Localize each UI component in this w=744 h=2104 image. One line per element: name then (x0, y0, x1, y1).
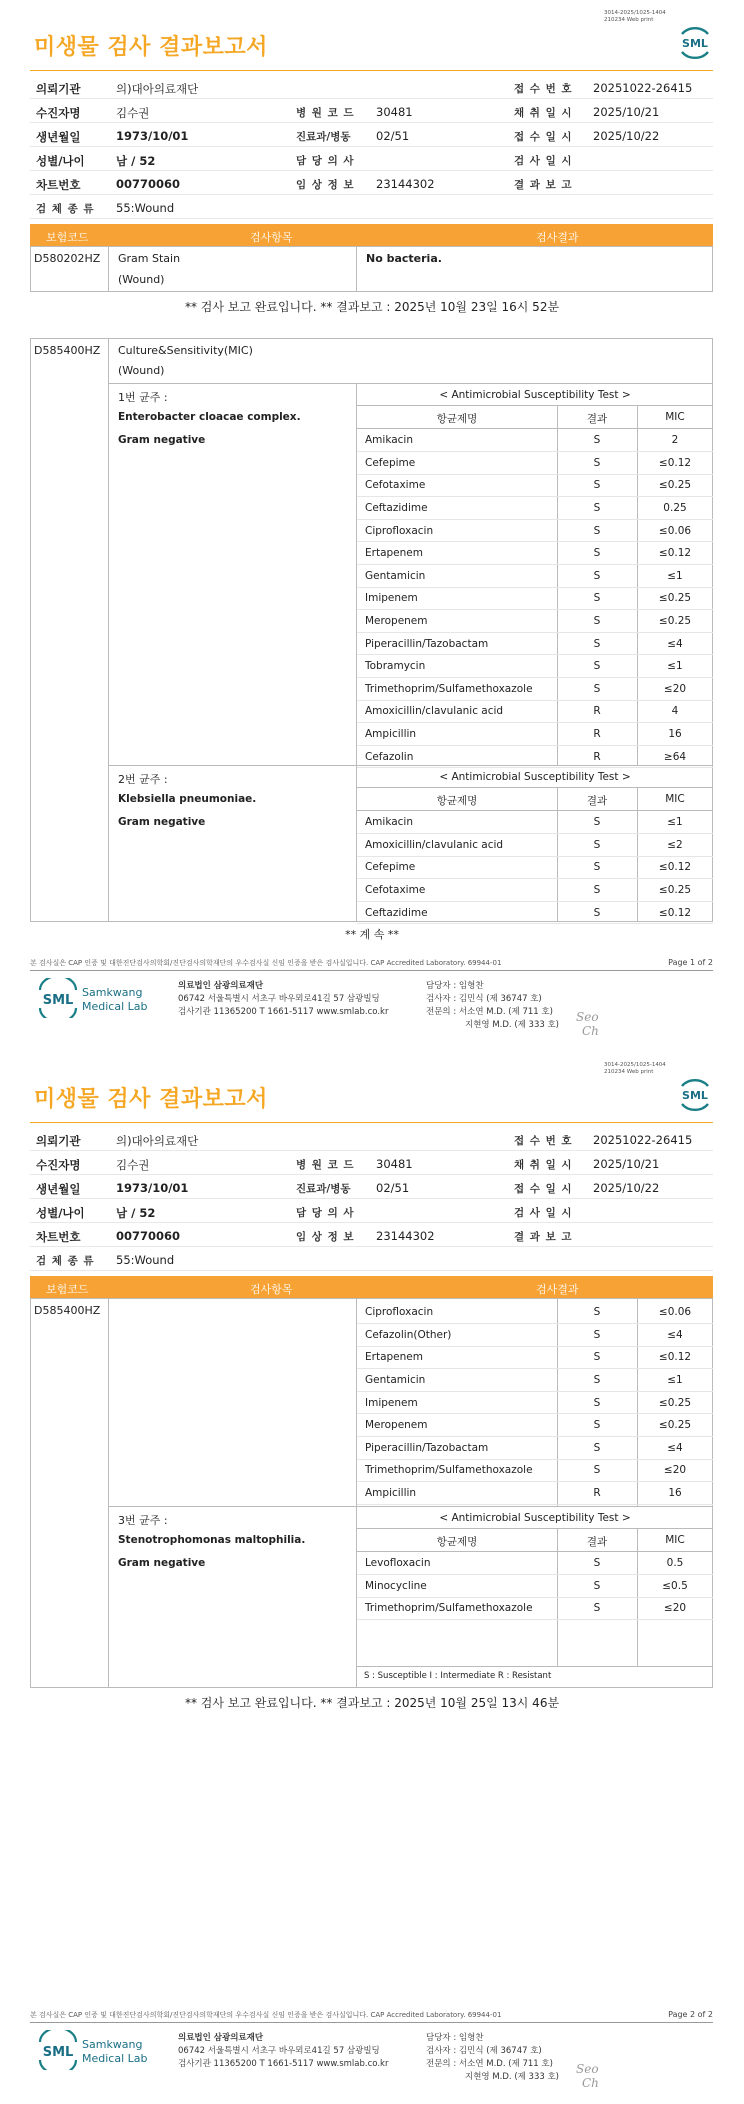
mic-value: ≤1 (637, 655, 713, 678)
info-row: 검 체 종 류 55:Wound (30, 1247, 713, 1271)
antibiotic-name: Ampicillin (357, 723, 557, 746)
susceptibility-result: S (557, 542, 637, 565)
antibiotic-name: Ciprofloxacin (357, 1301, 557, 1324)
antibiotic-name: Cefotaxime (357, 879, 557, 902)
antibiotic-name: Amikacin (357, 811, 557, 834)
antibiotic-name: Levofloxacin (357, 1552, 557, 1575)
culture-test-name: Culture&Sensitivity(MIC) (118, 344, 253, 357)
info-row: 의뢰기관 의)대아의료재단 접 수 번 호 20251022-26415 (30, 1127, 713, 1151)
susceptibility-result: S (557, 1597, 637, 1620)
mic-row (357, 1346, 713, 1369)
mic-row (357, 856, 713, 879)
antibiotic-name: Imipenem (357, 1391, 557, 1414)
culture-code: D585400HZ (34, 344, 101, 357)
antibiotic-name: Cefepime (357, 856, 557, 879)
mic-row (357, 879, 713, 902)
mic-row (357, 565, 713, 588)
susceptibility-result: S (557, 1324, 637, 1347)
info-row: 생년월일 1973/10/01 진료과/병동 02/51 접 수 일 시 2025/10/22 (30, 123, 713, 147)
susceptibility-result: S (557, 1552, 637, 1575)
antibiotic-name: Amoxicillin/clavulanic acid (357, 700, 557, 723)
mic-value: ≤0.12 (637, 1346, 713, 1369)
lab-staff-block: 담당자 : 임형찬 검사자 : 김민식 (제 36747 호) 전문의 : 서소연 M.D. (제 711 호) 지현영 M.D. (제 333 호) (426, 981, 560, 1030)
antibiotic-name: Ertapenem (357, 542, 557, 565)
mic-value: ≤1 (637, 565, 713, 588)
antibiotic-name: Cefazolin (357, 745, 557, 768)
mic-value: ≤1 (637, 811, 713, 834)
organism-3-gram: Gram negative (118, 1557, 206, 1569)
antibiotic-name: Trimethoprim/Sulfamethoxazole (357, 678, 557, 701)
mic-value: ≤4 (637, 632, 713, 655)
svg-text:Medical Lab: Medical Lab (82, 2052, 148, 2065)
mic-row (357, 497, 713, 520)
antibiotic-name: Ceftazidime (357, 901, 557, 924)
organism-1-gram: Gram negative (118, 434, 206, 446)
susceptibility-result: S (557, 655, 637, 678)
signature-2: Ch (582, 2076, 599, 2090)
mic-value: ≤0.12 (637, 901, 713, 924)
mic-value: ≤20 (637, 678, 713, 701)
lab-staff-block: 담당자 : 임형찬 검사자 : 김민식 (제 36747 호) 전문의 : 서소연 M.D. (제 711 호) 지현영 M.D. (제 333 호) (426, 2033, 560, 2082)
continued-note: ** 계 속 ** (345, 928, 399, 941)
mic-row (357, 1414, 713, 1437)
mic-value: ≥64 (637, 745, 713, 768)
svg-text:SML: SML (682, 37, 708, 50)
antibiotic-name: Meropenem (357, 1414, 557, 1437)
susceptibility-result: S (557, 834, 637, 857)
gram-result: No bacteria. (366, 252, 442, 265)
susceptibility-result: S (557, 497, 637, 520)
info-row: 생년월일 1973/10/01 진료과/병동 02/51 접 수 일 시 2025/10/22 (30, 1175, 713, 1199)
cert-statement: 본 검사실은 CAP 인증 및 대한진단검사의학회/진단검사의학재단의 우수검사실 신임 인증을 받은 검사실입니다. CAP Accredited Laboratory. 69944-01 (30, 959, 502, 967)
mic-value: ≤0.25 (637, 610, 713, 633)
antibiotic-name: Tobramycin (357, 655, 557, 678)
info-row: 검 체 종 류 55:Wound (30, 195, 713, 219)
sml-logo-icon (676, 26, 714, 60)
info-row: 차트번호 00770060 임 상 정 보 23144302 결 과 보 고 (30, 171, 713, 195)
mic-row (357, 610, 713, 633)
susceptibility-legend: S : Susceptible I : Intermediate R : Resistant (364, 1671, 552, 1681)
title-divider (30, 70, 713, 71)
susceptibility-result: S (557, 587, 637, 610)
mic-row (357, 655, 713, 678)
mic-value: 16 (637, 1482, 713, 1505)
susceptibility-result: S (557, 1346, 637, 1369)
svg-text:SML: SML (42, 993, 74, 1008)
gram-code: D580202HZ (34, 252, 101, 265)
signature-2: Ch (582, 1024, 599, 1038)
mic-row (357, 452, 713, 475)
print-code: 3014-2025/1025-1404 210234 Web print (604, 1062, 666, 1075)
organism-2-mic-table (357, 811, 713, 924)
mic-value: ≤0.12 (637, 452, 713, 475)
antibiotic-name: Piperacillin/Tazobactam (357, 1437, 557, 1460)
mic-row (357, 811, 713, 834)
mic-value: ≤0.25 (637, 1391, 713, 1414)
organism-2-label: 2번 균주 : (118, 773, 168, 786)
susceptibility-result: S (557, 1414, 637, 1437)
antibiotic-name: Cefazolin(Other) (357, 1324, 557, 1347)
signature-1: Seo (576, 2062, 599, 2076)
mic-value: ≤1 (637, 1369, 713, 1392)
susceptibility-result: S (557, 811, 637, 834)
svg-text:Samkwang: Samkwang (82, 2038, 143, 2051)
mic-row (357, 1552, 713, 1575)
lab-address-block: 의료법인 삼광의료재단 06742 서울특별시 서초구 바우뫼로41길 57 삼광빌딩 검사기관 11365200 T 1661-5117 www.smlab.co.kr (178, 981, 389, 1017)
susceptibility-result: S (557, 452, 637, 475)
gram-specimen: (Wound) (118, 273, 165, 286)
info-row: 성별/나이 남 / 52 담 당 의 사 검 사 일 시 (30, 1199, 713, 1223)
susceptibility-result: S (557, 678, 637, 701)
mic-row (357, 1301, 713, 1324)
antibiotic-name: Ciprofloxacin (357, 519, 557, 542)
gram-report-note: ** 검사 보고 완료입니다. ** 결과보고 : 2025년 10월 23일 16시 52분 (184, 300, 560, 314)
antibiotic-name: Imipenem (357, 587, 557, 610)
mic-value: 2 (637, 429, 713, 452)
mic-row (357, 1324, 713, 1347)
mic-row (357, 678, 713, 701)
print-code: 3014-2025/1025-1404 210234 Web print (604, 10, 666, 23)
mic-value: ≤0.06 (637, 519, 713, 542)
report-title: 미생물 검사 결과보고서 (34, 1087, 268, 1112)
culture-code: D585400HZ (34, 1304, 101, 1317)
mic-row (357, 632, 713, 655)
organism-2-gram: Gram negative (118, 816, 206, 828)
mic-value: ≤0.12 (637, 542, 713, 565)
susceptibility-result: R (557, 723, 637, 746)
page-number: Page 1 of 2 (668, 958, 713, 967)
antibiotic-name: Piperacillin/Tazobactam (357, 632, 557, 655)
organism-3-label: 3번 균주 : (118, 1514, 168, 1527)
report-page-1: 3014-2025/1025-1404 210234 Web print SML 미생물 검사 결과보고서 의뢰기관 의)대아의료재단 접 수 번 호 20251022-26415 수진자명 김수권 병 원 코 드 30481 채 취 일 시 2025/10/21 생년월일 1973/10/01 진료과/병동 02/51 접 수 일 시 2025/10/22 성별/나이 남 / 52 담 당 의 사 검 사 일 시 차트번호 00770060 임 상 정 보 23144302 결 과 보 고 검 체 종 류 55:Wound 보험코드 검사항목 검사결과 D580202HZ Gram Stain (Wound) No bacteria. ** 검사 보고 완료입니다. ** 결과보고 : 2025년 10월 23일 16시 52분 D585400HZ Culture&Sensitivity(MIC) (Wound) 1번 균주 : Enterobacter cloacae complex. Gram negative < Antimicrobial Susceptibility Test > 항균제명 결과 MIC Amikacin S 2 Cefepime S ≤0.12 Cefotaxime S ≤0.25 Ceftazidime S 0.25 Ciprofloxacin S ≤0.06 Ertapenem S ≤0.12 Gentamicin S ≤1 Imipenem S ≤0.25 Meropenem S ≤0.25 Piperacillin/Tazobactam S ≤4 Tobramycin S ≤1 Trimethoprim/Sulfamethoxazole S ≤20 Amoxicillin/clavulanic acid R 4 Ampicillin R 16 Cefazolin R ≥64 2번 균주 : Klebsiella pneumoniae. Gram negative < Antimicrobial Susceptibility Test > 항균제명 결과 MIC Amikacin S ≤1 Amoxicillin/clavulanic acid S ≤2 Cefepime S ≤0.12 Cefotaxime S ≤0.25 Ceftazidime S ≤0.12 ** 계 속 ** 본 검사실은 CAP 인증 및 대한진단검사의학회/진단검사의학재단의 우수검사실 신임 인증을 받은 검사실입니다. CAP Accredited Laboratory. 69944-01 Page 1 of 2 SML Samkwang Medical Lab 의료법인 삼광의료재단 06742 서울특별시 서초구 바우뫼로41길 57 삼광빌딩 검사기관 11365200 T 1661-5117 www.smlab.co.kr 담당자 : 임형찬 검사자 : 김민식 (제 36747 호) 전문의 : 서소연 M.D. (제 711 호) 지현영 M.D. (제 333 호) Seo Ch (0, 0, 744, 1052)
ast-title: < Antimicrobial Susceptibility Test > (439, 389, 631, 401)
organism-3-name: Stenotrophomonas maltophilia. (118, 1534, 306, 1546)
susceptibility-result: S (557, 519, 637, 542)
susceptibility-result: R (557, 700, 637, 723)
signature-1: Seo (576, 1010, 599, 1024)
svg-text:SML: SML (682, 1089, 708, 1102)
results-header-band: 보험코드 검사항목 검사결과 (30, 1276, 713, 1298)
mic-row (357, 901, 713, 924)
mic-value: ≤20 (637, 1597, 713, 1620)
info-row: 차트번호 00770060 임 상 정 보 23144302 결 과 보 고 (30, 1223, 713, 1247)
mic-value: ≤4 (637, 1324, 713, 1347)
mic-value: ≤0.25 (637, 1414, 713, 1437)
susceptibility-result: S (557, 1369, 637, 1392)
report-title: 미생물 검사 결과보고서 (34, 35, 268, 60)
mic-row (357, 429, 713, 452)
susceptibility-result: S (557, 879, 637, 902)
mic-row (357, 1437, 713, 1460)
mic-value: ≤0.25 (637, 587, 713, 610)
info-row: 의뢰기관 의)대아의료재단 접 수 번 호 20251022-26415 (30, 75, 713, 99)
mic-value: 16 (637, 723, 713, 746)
susceptibility-result: S (557, 901, 637, 924)
mic-value: ≤0.06 (637, 1301, 713, 1324)
cert-statement: 본 검사실은 CAP 인증 및 대한진단검사의학회/진단검사의학재단의 우수검사실 신임 인증을 받은 검사실입니다. CAP Accredited Laboratory. 69944-01 (30, 2011, 502, 2019)
mic-value: 4 (637, 700, 713, 723)
culture-report-note: ** 검사 보고 완료입니다. ** 결과보고 : 2025년 10월 25일 13시 46분 (184, 1696, 560, 1710)
lab-address-block: 의료법인 삼광의료재단 06742 서울특별시 서초구 바우뫼로41길 57 삼광빌딩 검사기관 11365200 T 1661-5117 www.smlab.co.kr (178, 2033, 389, 2069)
mic-row (357, 474, 713, 497)
mic-row (357, 1391, 713, 1414)
results-header-band: 보험코드 검사항목 검사결과 (30, 224, 713, 246)
antibiotic-name: Ertapenem (357, 1346, 557, 1369)
susceptibility-result: S (557, 1437, 637, 1460)
svg-text:SML: SML (42, 2045, 74, 2060)
gram-test-name: Gram Stain (118, 252, 181, 265)
mic-row (357, 1575, 713, 1598)
susceptibility-result: S (557, 856, 637, 879)
info-row: 수진자명 김수권 병 원 코 드 30481 채 취 일 시 2025/10/21 (30, 99, 713, 123)
mic-value: 0.5 (637, 1552, 713, 1575)
susceptibility-result: S (557, 1301, 637, 1324)
antibiotic-name: Gentamicin (357, 565, 557, 588)
organism-1-name: Enterobacter cloacae complex. (118, 411, 301, 423)
page-number: Page 2 of 2 (668, 2010, 713, 2019)
svg-text:Samkwang: Samkwang (82, 986, 143, 999)
organism-1-label: 1번 균주 : (118, 391, 168, 404)
mic-row (357, 723, 713, 746)
antibiotic-name: Ampicillin (357, 1482, 557, 1505)
susceptibility-result: R (557, 1482, 637, 1505)
organism-2-mic-table-continued (357, 1301, 713, 1505)
culture-specimen: (Wound) (118, 364, 165, 377)
susceptibility-result: S (557, 610, 637, 633)
susceptibility-result: S (557, 565, 637, 588)
mic-value: ≤0.25 (637, 474, 713, 497)
susceptibility-result: S (557, 1575, 637, 1598)
mic-value: ≤2 (637, 834, 713, 857)
antibiotic-name: Ceftazidime (357, 497, 557, 520)
sml-logo-icon (676, 1078, 714, 1112)
organism-1-mic-table (357, 429, 713, 768)
info-row: 성별/나이 남 / 52 담 당 의 사 검 사 일 시 (30, 147, 713, 171)
mic-value: 0.25 (637, 497, 713, 520)
mic-value: ≤20 (637, 1459, 713, 1482)
mic-row (357, 1597, 713, 1620)
samkwang-logo-icon (36, 978, 156, 1018)
report-page-2: 3014-2025/1025-1404 210234 Web print SML 미생물 검사 결과보고서 의뢰기관 의)대아의료재단 접 수 번 호 20251022-26415 수진자명 김수권 병 원 코 드 30481 채 취 일 시 2025/10/21 생년월일 1973/10/01 진료과/병동 02/51 접 수 일 시 2025/10/22 성별/나이 남 / 52 담 당 의 사 검 사 일 시 차트번호 00770060 임 상 정 보 23144302 결 과 보 고 검 체 종 류 55:Wound 보험코드 검사항목 검사결과 D585400HZ Ciprofloxacin S ≤0.06 Cefazolin(Other) S ≤4 Ertapenem S ≤0.12 Gentamicin S ≤1 Imipenem S ≤0.25 Meropenem S ≤0.25 Piperacillin/Tazobactam S ≤4 Trimethoprim/Sulfamethoxazole S ≤20 Ampicillin R 16 3번 균주 : Stenotrophomonas maltophilia. Gram negative < Antimicrobial Susceptibility Test > 항균제명 결과 MIC Levofloxacin S 0.5 Minocycline S ≤0.5 Trimethoprim/Sulfamethoxazole S ≤20 S : Susceptible I : Intermediate R : Resistant ** 검사 보고 완료입니다. ** 결과보고 : 2025년 10월 25일 13시 46분 본 검사실은 CAP 인증 및 대한진단검사의학회/진단검사의학재단의 우수검사실 신임 인증을 받은 검사실입니다. CAP Accredited Laboratory. 69944-01 Page 2 of 2 SML Samkwang Medical Lab 의료법인 삼광의료재단 06742 서울특별시 서초구 바우뫼로41길 57 삼광빌딩 검사기관 11365200 T 1661-5117 www.smlab.co.kr 담당자 : 임형찬 검사자 : 김민식 (제 36747 호) 전문의 : 서소연 M.D. (제 711 호) 지현영 M.D. (제 333 호) Seo Ch (0, 1052, 744, 2104)
susceptibility-result: R (557, 745, 637, 768)
info-row: 수진자명 김수권 병 원 코 드 30481 채 취 일 시 2025/10/21 (30, 1151, 713, 1175)
antibiotic-name: Gentamicin (357, 1369, 557, 1392)
susceptibility-result: S (557, 1459, 637, 1482)
mic-value: ≤4 (637, 1437, 713, 1460)
mic-row (357, 542, 713, 565)
antibiotic-name: Cefepime (357, 452, 557, 475)
mic-row (357, 587, 713, 610)
mic-row (357, 700, 713, 723)
susceptibility-result: S (557, 429, 637, 452)
title-divider (30, 1122, 713, 1123)
mic-row (357, 1459, 713, 1482)
svg-text:Medical Lab: Medical Lab (82, 1000, 148, 1013)
mic-row (357, 519, 713, 542)
mic-value: ≤0.5 (637, 1575, 713, 1598)
susceptibility-result: S (557, 1391, 637, 1414)
antibiotic-name: Minocycline (357, 1575, 557, 1598)
antibiotic-name: Trimethoprim/Sulfamethoxazole (357, 1597, 557, 1620)
samkwang-logo-icon (36, 2030, 156, 2070)
mic-row (357, 834, 713, 857)
organism-3-mic-table (357, 1552, 713, 1620)
antibiotic-name: Amikacin (357, 429, 557, 452)
antibiotic-name: Amoxicillin/clavulanic acid (357, 834, 557, 857)
antibiotic-name: Meropenem (357, 610, 557, 633)
susceptibility-result: S (557, 474, 637, 497)
mic-value: ≤0.12 (637, 856, 713, 879)
mic-value: ≤0.25 (637, 879, 713, 902)
antibiotic-name: Cefotaxime (357, 474, 557, 497)
susceptibility-result: S (557, 632, 637, 655)
mic-row (357, 1369, 713, 1392)
mic-row (357, 1482, 713, 1505)
antibiotic-name: Trimethoprim/Sulfamethoxazole (357, 1459, 557, 1482)
organism-2-name: Klebsiella pneumoniae. (118, 793, 257, 805)
